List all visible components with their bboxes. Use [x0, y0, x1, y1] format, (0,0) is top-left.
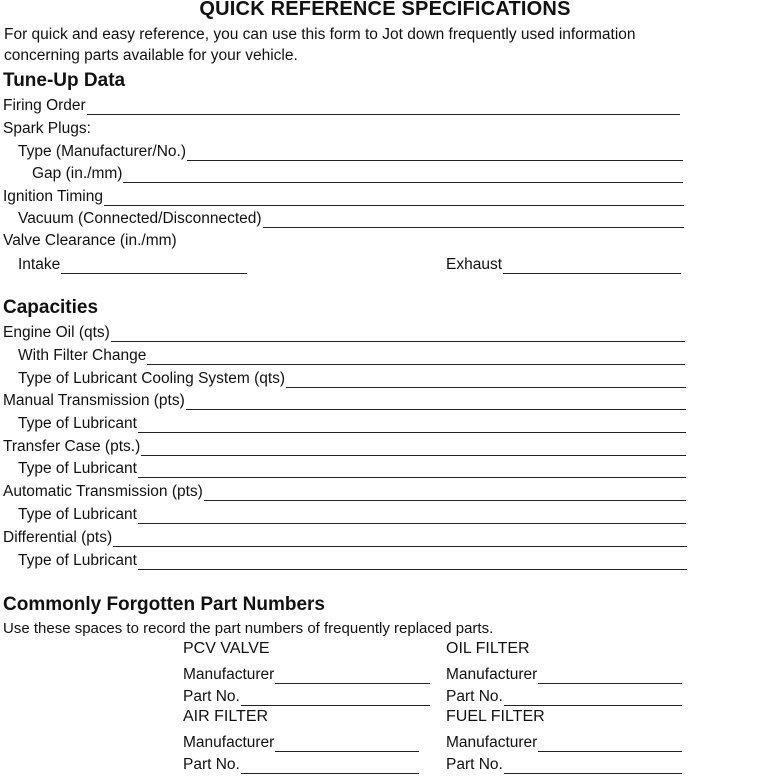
tuneup-heading: Tune-Up Data — [3, 70, 126, 91]
differential-lubricant-label: Type of Lubricant — [18, 552, 137, 569]
engine-oil-blank[interactable] — [111, 326, 685, 342]
manual-lubricant-blank[interactable] — [138, 417, 686, 433]
engine-oil-field[interactable] — [3, 322, 685, 342]
cooling-system-blank[interactable] — [286, 372, 686, 388]
pcv-part-no-field[interactable] — [183, 686, 430, 706]
exhaust-label: Exhaust — [446, 256, 503, 273]
transfer-case-blank[interactable] — [141, 440, 686, 456]
transfer-lubricant-field[interactable] — [18, 458, 686, 478]
transfer-lubricant-blank[interactable] — [138, 462, 686, 478]
ignition-timing-field[interactable] — [3, 186, 684, 206]
manual-trans-label: Manual Transmission (pts) — [3, 392, 185, 409]
gap-field[interactable] — [32, 163, 683, 183]
intake-blank[interactable] — [61, 258, 247, 274]
manual-lubricant-label: Type of Lubricant — [18, 415, 137, 432]
oil-manufacturer-label: Manufacturer — [446, 666, 538, 683]
pcv-manufacturer-blank[interactable] — [275, 668, 430, 684]
air-manufacturer-blank[interactable] — [275, 736, 419, 752]
transfer-lubricant-label: Type of Lubricant — [18, 460, 137, 477]
pcv-valve-heading: PCV VALVE — [183, 640, 270, 657]
valve-clearance-label: Valve Clearance (in./mm) — [3, 232, 177, 249]
differential-lubricant-blank[interactable] — [138, 554, 687, 570]
with-filter-label: With Filter Change — [18, 347, 147, 364]
spark-plugs-label: Spark Plugs: — [3, 120, 91, 137]
exhaust-blank[interactable] — [503, 258, 681, 274]
differential-label: Differential (pts) — [3, 529, 113, 546]
firing-order-blank[interactable] — [87, 99, 680, 115]
pcv-part-no-blank[interactable] — [241, 690, 430, 706]
oil-manufacturer-blank[interactable] — [538, 668, 682, 684]
differential-blank[interactable] — [113, 531, 687, 547]
spark-type-field[interactable] — [18, 141, 683, 161]
air-part-no-blank[interactable] — [241, 758, 419, 774]
oil-part-no-blank[interactable] — [504, 690, 682, 706]
capacities-heading: Capacities — [3, 297, 99, 318]
air-manufacturer-field[interactable] — [183, 732, 419, 752]
page-title: QUICK REFERENCE SPECIFICATIONS — [199, 0, 571, 20]
intake-field[interactable] — [18, 254, 247, 274]
oil-filter-heading: OIL FILTER — [446, 640, 530, 657]
air-manufacturer-label: Manufacturer — [183, 734, 275, 751]
with-filter-blank[interactable] — [147, 349, 685, 365]
firing-order-field[interactable] — [3, 95, 680, 115]
intake-label: Intake — [18, 256, 61, 273]
parts-subtext: Use these spaces to record the part numbers of frequently replaced parts. — [3, 620, 494, 637]
air-filter-heading: AIR FILTER — [183, 708, 269, 725]
auto-trans-field[interactable] — [3, 481, 686, 501]
air-part-no-label: Part No. — [183, 756, 240, 773]
parts-heading: Commonly Forgotten Part Numbers — [3, 594, 325, 615]
manual-lubricant-field[interactable] — [18, 413, 686, 433]
exhaust-field[interactable] — [446, 254, 681, 274]
transfer-case-label: Transfer Case (pts.) — [3, 438, 141, 455]
ignition-timing-label: Ignition Timing — [3, 188, 103, 205]
auto-trans-label: Automatic Transmission (pts) — [3, 483, 203, 500]
fuel-part-no-field[interactable] — [446, 754, 682, 774]
pcv-manufacturer-label: Manufacturer — [183, 666, 275, 683]
pcv-manufacturer-field[interactable] — [183, 664, 430, 684]
manual-trans-field[interactable] — [3, 390, 686, 410]
fuel-manufacturer-label: Manufacturer — [446, 734, 538, 751]
fuel-manufacturer-blank[interactable] — [538, 736, 682, 752]
cooling-system-field[interactable] — [18, 368, 686, 388]
vacuum-field[interactable] — [18, 208, 684, 228]
oil-part-no-label: Part No. — [446, 688, 503, 705]
spark-type-blank[interactable] — [187, 145, 683, 161]
vacuum-label: Vacuum (Connected/Disconnected) — [18, 210, 262, 227]
engine-oil-label: Engine Oil (qts) — [3, 324, 110, 341]
cooling-system-label: Type of Lubricant Cooling System (qts) — [18, 370, 286, 387]
air-part-no-field[interactable] — [183, 754, 419, 774]
differential-lubricant-field[interactable] — [18, 550, 687, 570]
fuel-part-no-blank[interactable] — [504, 758, 682, 774]
fuel-filter-heading: FUEL FILTER — [446, 708, 545, 725]
intro-line-2: concerning parts available for your vehicle. — [4, 47, 298, 64]
auto-lubricant-field[interactable] — [18, 504, 686, 524]
intro-text — [4, 24, 770, 66]
differential-field[interactable] — [3, 527, 687, 547]
fuel-manufacturer-field[interactable] — [446, 732, 682, 752]
gap-label: Gap (in./mm) — [32, 165, 123, 182]
fuel-part-no-label: Part No. — [446, 756, 503, 773]
auto-trans-blank[interactable] — [204, 485, 686, 501]
firing-order-label: Firing Order — [3, 97, 86, 114]
gap-blank[interactable] — [123, 167, 683, 183]
auto-lubricant-blank[interactable] — [138, 508, 686, 524]
manual-trans-blank[interactable] — [186, 394, 686, 410]
with-filter-field[interactable] — [18, 345, 685, 365]
ignition-timing-blank[interactable] — [104, 190, 684, 206]
spark-type-label: Type (Manufacturer/No.) — [18, 143, 186, 160]
auto-lubricant-label: Type of Lubricant — [18, 506, 137, 523]
transfer-case-field[interactable] — [3, 436, 686, 456]
pcv-part-no-label: Part No. — [183, 688, 240, 705]
oil-part-no-field[interactable] — [446, 686, 682, 706]
intro-line-1: For quick and easy reference, you can use this form to Jot down frequently used information — [4, 26, 636, 43]
vacuum-blank[interactable] — [263, 212, 684, 228]
oil-manufacturer-field[interactable] — [446, 664, 682, 684]
